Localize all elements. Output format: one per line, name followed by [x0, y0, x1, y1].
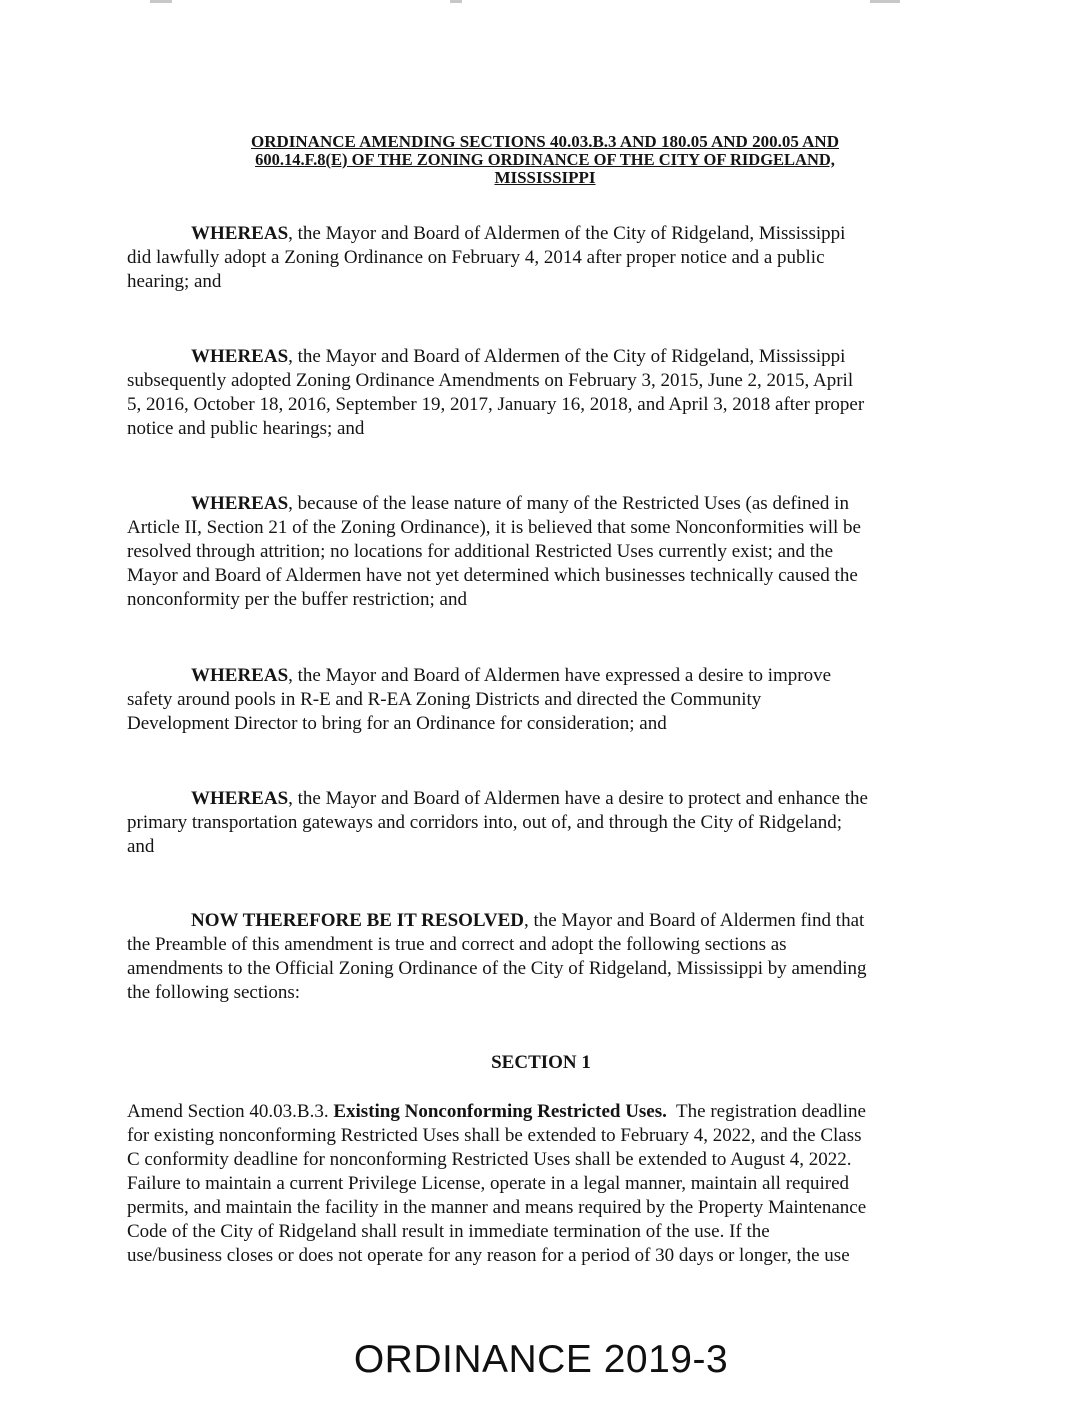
title-line: 600.14.F.8(E) OF THE ZONING ORDINANCE OF THE CITY OF RIDGELAND, — [255, 150, 835, 169]
paragraph-line: subsequently adopted Zoning Ordinance Amendments on February 3, 2015, June 2, 2015, April — [127, 370, 854, 391]
paragraph-line: and — [127, 836, 155, 857]
paragraph-line: , the Mayor and Board of Aldermen of the City of Ridgeland, Mississippi — [288, 346, 846, 367]
whereas-paragraph — [127, 345, 957, 441]
paragraph-line: Mayor and Board of Aldermen have not yet determined which businesses technically caused the — [127, 565, 858, 586]
paragraph-lead: WHEREAS — [191, 788, 289, 809]
paragraph-line: for existing nonconforming Restricted Uses shall be extended to February 4, 2022, and the Class — [127, 1125, 862, 1146]
paragraph-line: Development Director to bring for an Ordinance for consideration; and — [127, 713, 667, 734]
whereas-paragraph — [127, 492, 957, 612]
whereas-paragraph — [127, 222, 957, 294]
paragraph-line: resolved through attrition; no locations for additional Restricted Uses currently exist; and the — [127, 541, 833, 562]
resolution-paragraph — [127, 909, 957, 1005]
scan-artifact — [870, 0, 900, 3]
section-body — [127, 1100, 957, 1268]
paragraph-line: nonconformity per the buffer restriction; and — [127, 589, 467, 610]
paragraph-lead: WHEREAS — [191, 346, 289, 367]
paragraph-line: 5, 2016, October 18, 2016, September 19, 2017, January 16, 2018, and April 3, 2018 after proper — [127, 394, 865, 415]
paragraph-line: the following sections: — [127, 982, 301, 1003]
paragraph-lead: WHEREAS — [191, 665, 289, 686]
paragraph-line: notice and public hearings; and — [127, 418, 365, 439]
paragraph-line: The registration deadline — [666, 1101, 866, 1122]
paragraph-line: C conformity deadline for nonconforming Restricted Uses shall be extended to August 4, 2022. — [127, 1149, 852, 1170]
whereas-paragraph — [127, 787, 957, 859]
paragraph-line: use/business closes or does not operate for any reason for a period of 30 days or longer, the use — [127, 1245, 850, 1266]
paragraph-line: safety around pools in R-E and R-EA Zoning Districts and directed the Community — [127, 689, 762, 710]
paragraph-line: Failure to maintain a current Privilege License, operate in a legal manner, maintain all required — [127, 1173, 850, 1194]
whereas-paragraph — [127, 664, 957, 736]
scan-artifact — [150, 0, 172, 3]
paragraph-line: , because of the lease nature of many of the Restricted Uses (as defined in — [288, 493, 849, 514]
paragraph-line: , the Mayor and Board of Aldermen find that — [523, 910, 865, 931]
paragraph-lead: WHEREAS — [191, 493, 289, 514]
paragraph-lead: WHEREAS — [191, 223, 289, 244]
paragraph-line: Article II, Section 21 of the Zoning Ordinance), it is believed that some Nonconformities will be — [127, 517, 861, 538]
paragraph-line: the Preamble of this amendment is true and correct and adopt the following sections as — [127, 934, 787, 955]
paragraph-line: did lawfully adopt a Zoning Ordinance on February 4, 2014 after proper notice and a public — [127, 247, 825, 268]
scan-artifact — [450, 0, 462, 3]
section-bold-title: Existing Nonconforming Restricted Uses. — [333, 1101, 667, 1122]
title-line: MISSISSIPPI — [494, 168, 596, 187]
paragraph-line: , the Mayor and Board of Aldermen have expressed a desire to improve — [288, 665, 832, 686]
paragraph-line: hearing; and — [127, 271, 222, 292]
section-prefix: Amend Section 40.03.B.3. — [127, 1101, 334, 1122]
paragraph-line: , the Mayor and Board of Aldermen have a desire to protect and enhance the — [288, 788, 868, 809]
paragraph-line: amendments to the Official Zoning Ordinance of the City of Ridgeland, Mississippi by amending — [127, 958, 867, 979]
paragraph-lead: NOW THEREFORE BE IT RESOLVED — [191, 910, 524, 931]
section-heading: SECTION 1 — [491, 1052, 591, 1073]
paragraph-line: , the Mayor and Board of Aldermen of the City of Ridgeland, Mississippi — [288, 223, 846, 244]
footer-label: ORDINANCE 2019-3 — [353, 1338, 729, 1381]
paragraph-line: permits, and maintain the facility in the manner and means required by the Property Maintenance — [127, 1197, 867, 1218]
paragraph-line: Code of the City of Ridgeland shall result in immediate termination of the use. If the — [127, 1221, 770, 1242]
paragraph-line: primary transportation gateways and corridors into, out of, and through the City of Ridgeland; — [127, 812, 842, 833]
title-line: ORDINANCE AMENDING SECTIONS 40.03.B.3 AND 180.05 AND 200.05 AND — [251, 132, 839, 151]
ordinance-title — [150, 133, 940, 187]
